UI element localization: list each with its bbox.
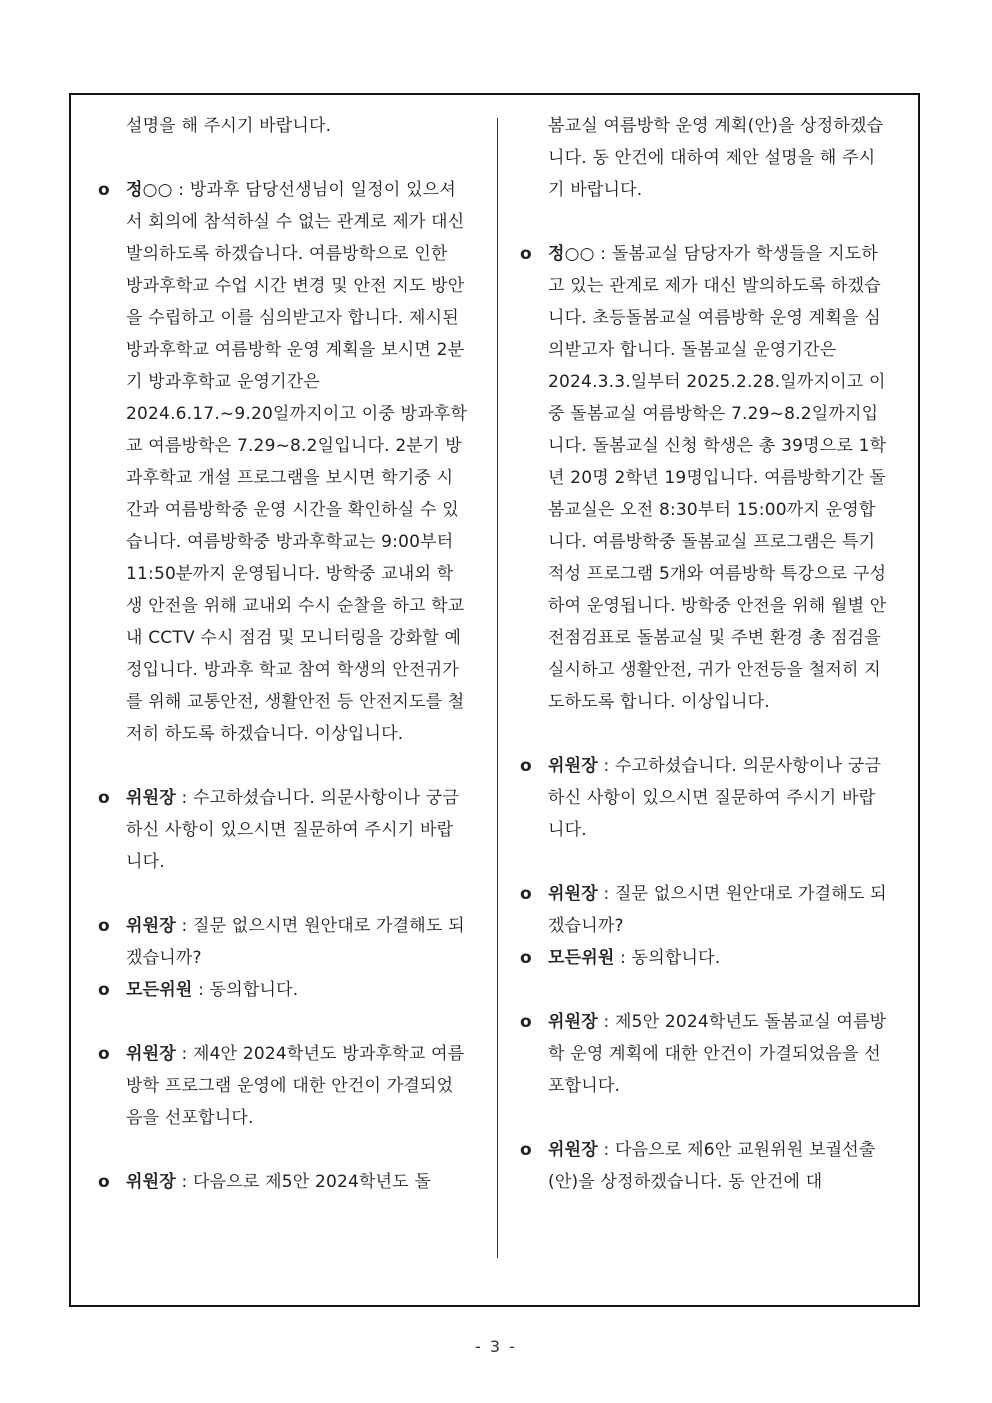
speaker-name: 위원장	[548, 1140, 598, 1160]
bullet-marker: o	[98, 980, 110, 1000]
speech-text: : 질문 없으시면 원안대로 가결해도 되겠습니까?	[126, 916, 465, 968]
minutes-paragraph	[98, 1038, 468, 1134]
speech-text: 봄교실 여름방학 운영 계획(안)을 상정하겠습니다. 동 안건에 대하여 제안 설명을 해 주시기 바랍니다.	[548, 116, 884, 200]
speaker-name: 위원장	[126, 788, 176, 808]
speech-text: : 다음으로 제5안 2024학년도 돌	[175, 1172, 432, 1192]
bullet-marker: o	[520, 1012, 532, 1032]
speech-text: : 돌봄교실 담당자가 학생들을 지도하고 있는 관계로 제가 대신 발의하도록 하겠습니다. 초등돌봄교실 여름방학 운영 계획을 심의받고자 합니다. 돌봄교실 운영기간은 2024.3.3.일부터 2025.2.28.일까지이고 이중 돌봄교실 여름방학은 7.29~8.2일까지입니다. 돌봄교실 신청 학생은 총 39명으로 1학년 20명 2학년 19명입니다. 여름방학기간 돌봄교실은 오전 8:30부터 15:00까지 운영합니다. 여름방학중 돌봄교실 프로그램은 특기적성 프로그램 5개와 여름방학 특강으로 구성하여 운영됩니다. 방학중 안전을 위해 월별 안전점검표로 돌봄교실 및 주변 환경 총 점검을 실시하고 생활안전, 귀가 안전등을 철저히 지도하도록 합니다. 이상입니다.	[548, 244, 887, 712]
minutes-paragraph	[520, 110, 890, 206]
right-column	[520, 110, 890, 1198]
speaker-name: 정○○	[548, 244, 595, 264]
paragraph-gap	[520, 718, 890, 750]
paragraph-gap	[98, 1134, 468, 1166]
speech-text: : 동의합니다.	[192, 980, 299, 1000]
speech-text: : 제4안 2024학년도 방과후학교 여름방학 프로그램 운영에 대한 안건이 가결되었음을 선포합니다.	[126, 1044, 465, 1128]
speech-text: : 수고하셨습니다. 의문사항이나 궁금하신 사항이 있으시면 질문하여 주시기 바랍니다.	[548, 756, 882, 840]
minutes-paragraph	[520, 750, 890, 846]
speech-text: : 방과후 담당선생님이 일정이 있으셔서 회의에 참석하실 수 없는 관계로 제가 대신 발의하도록 하겠습니다. 여름방학으로 인한 방과후학교 수업 시간 변경 및 안전 지도 방안을 수립하고 이를 심의받고자 합니다. 제시된 방과후학교 여름방학 운영 계획을 보시면 2분기 방과후학교 운영기간은 2024.6.17.~9.20일까지이고 이중 방과후학교 여름방학은 7.29~8.2일입니다. 2분기 방과후학교 개설 프로그램을 보시면 학기중 시간과 여름방학중 운영 시간을 확인하실 수 있습니다. 여름방학중 방과후학교는 9:00부터 11:50분까지 운영됩니다. 방학중 교내외 학생 안전을 위해 교내외 수시 순찰을 하고 학교내 CCTV 수시 점검 및 모니터링을 강화할 예정입니다. 방과후 학교 참여 학생의 안전귀가를 위해 교통안전, 생활안전 등 안전지도를 철저히 하도록 하겠습니다. 이상입니다.	[126, 180, 468, 744]
speaker-name: 위원장	[126, 1172, 176, 1192]
bullet-marker: o	[98, 788, 110, 808]
speech-text: : 제5안 2024학년도 돌봄교실 여름방학 운영 계획에 대한 안건이 가결되었음을 선포합니다.	[548, 1012, 887, 1096]
speaker-name: 위원장	[548, 756, 598, 776]
paragraph-gap	[520, 974, 890, 1006]
minutes-paragraph	[98, 174, 468, 750]
minutes-paragraph	[520, 1006, 890, 1102]
paragraph-gap	[98, 142, 468, 174]
bullet-marker: o	[520, 884, 532, 904]
bullet-marker: o	[520, 244, 532, 264]
minutes-paragraph	[98, 110, 468, 142]
paragraph-gap	[520, 206, 890, 238]
speaker-name: 위원장	[548, 1012, 598, 1032]
minutes-paragraph	[98, 910, 468, 974]
paragraph-gap	[98, 1006, 468, 1038]
bullet-marker: o	[98, 1172, 110, 1192]
bullet-marker: o	[98, 1044, 110, 1064]
speaker-name: 모든위원	[126, 980, 193, 1000]
left-column	[98, 110, 468, 1198]
paragraph-gap	[520, 1102, 890, 1134]
minutes-paragraph	[520, 1134, 890, 1198]
speech-text: : 수고하셨습니다. 의문사항이나 궁금하신 사항이 있으시면 질문하여 주시기 바랍니다.	[126, 788, 460, 872]
paragraph-gap	[520, 846, 890, 878]
speaker-name: 위원장	[548, 884, 598, 904]
speech-text: : 질문 없으시면 원안대로 가결해도 되겠습니까?	[548, 884, 887, 936]
minutes-paragraph	[520, 878, 890, 942]
minutes-paragraph	[520, 942, 890, 974]
bullet-marker: o	[98, 916, 110, 936]
page-number: - 3 -	[475, 1337, 517, 1356]
speaker-name: 정○○	[126, 180, 173, 200]
speech-text: : 다음으로 제6안 교원위원 보궐선출(안)을 상정하겠습니다. 동 안건에 대	[548, 1140, 876, 1192]
speaker-name: 위원장	[126, 916, 176, 936]
speech-text: 설명을 해 주시기 바랍니다.	[126, 116, 332, 136]
speaker-name: 위원장	[126, 1044, 176, 1064]
bullet-marker: o	[520, 948, 532, 968]
bullet-marker: o	[98, 180, 110, 200]
bullet-marker: o	[520, 756, 532, 776]
minutes-paragraph	[98, 974, 468, 1006]
minutes-paragraph	[520, 238, 890, 718]
column-divider	[497, 118, 498, 1258]
speaker-name: 모든위원	[548, 948, 615, 968]
paragraph-gap	[98, 878, 468, 910]
paragraph-gap	[98, 750, 468, 782]
minutes-paragraph	[98, 782, 468, 878]
speech-text: : 동의합니다.	[614, 948, 721, 968]
minutes-paragraph	[98, 1166, 468, 1198]
bullet-marker: o	[520, 1140, 532, 1160]
